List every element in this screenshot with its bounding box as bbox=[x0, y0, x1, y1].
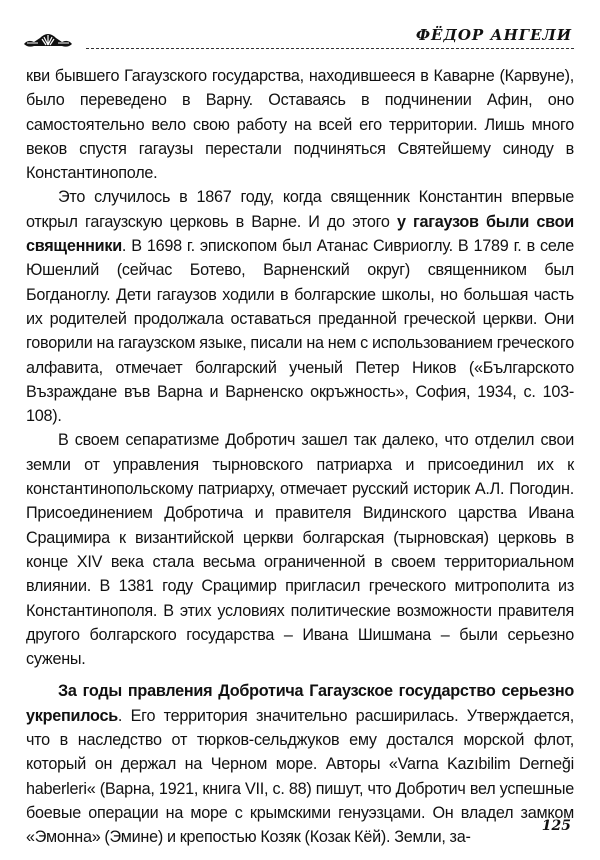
text-run: . В 1698 г. эпископом был Атанас Сивриоглу. В 1789 г. в селе Юшенлий (сейчас Ботево, Варненский округ) священником был Богданоглу. Дети гагаузов ходили в болгарские школы, но большая часть их родителей продолжала оставаться преданной греческой церкви. Они говорили на гагаузском языке, писали на нем с использованием греческого алфавита, отмечает болгарский ученый Петер Ников («Българското Възраждане във Варна и Варненско окръжность», София, 1934, с. 103-108). bbox=[26, 237, 574, 426]
running-title: ФЁДОР АНГЕЛИ bbox=[415, 26, 572, 44]
page-header bbox=[0, 0, 600, 60]
paragraph bbox=[26, 64, 574, 185]
text-run: . Его территория значительно расширилась. Утверждается, что в наследство от тюрков-сельджуков ему достался морской флот, который он держал на Черном море. Авторы «Varna Kazıbilim Derneği haberleri« (Варна, 1921, книга VII, с. 88) пишут, что Добротич вел успешные боевые операции на море с крымскими генуэзцами. Он владел замком «Эмонна» (Эмине) и крепостью Козяк (Козак Кёй). Земли, за- bbox=[26, 706, 574, 847]
bold-phrase: у гагаузов были свои священники bbox=[26, 212, 574, 256]
page-number: 125 bbox=[541, 818, 571, 834]
body-text bbox=[26, 64, 574, 850]
text-run: Это случилось в 1867 году, когда священник Константин впервые открыл гагаузскую церковь в Варне. И до этого bbox=[26, 188, 574, 231]
header-rule bbox=[86, 48, 574, 49]
paragraph bbox=[26, 428, 574, 671]
ornament-icon bbox=[22, 30, 74, 50]
bold-phrase: За годы правления Добротича Гагаузское государство серьезно укрепилось bbox=[26, 682, 574, 725]
paragraph bbox=[26, 185, 574, 428]
text-run: В своем сепаратизме Добротич зашел так далеко, что отделил свои земли от управления тырновского патриарха и присоединил их к константинопольскому патриарху, отмечает русский историк А.Л. Погодин. Присоединением Добротича и правителя Видинского царства Ивана Срацимира к византийской церкви болгарская (тырновская) церковь в конце XIV века стала весьма ограниченной в своем территориальном влиянии. В 1381 году Срацимир пригласил греческого митрополита из Константинополя. В этих условиях политические возможности правителя другого болгарского государства – Ивана Шишмана – были серьезно сужены. bbox=[26, 431, 574, 669]
paragraph bbox=[26, 679, 574, 849]
text-run: кви бывшего Гагаузского государства, находившееся в Каварне (Карвуне), было переведено в Варну. Оставаясь в подчинении Афин, оно самостоятельно вело свою работу на всей его территории. Лишь много веков спустя гагаузы перестали подчиняться Святейшему синоду в Константинополе. bbox=[26, 67, 574, 183]
